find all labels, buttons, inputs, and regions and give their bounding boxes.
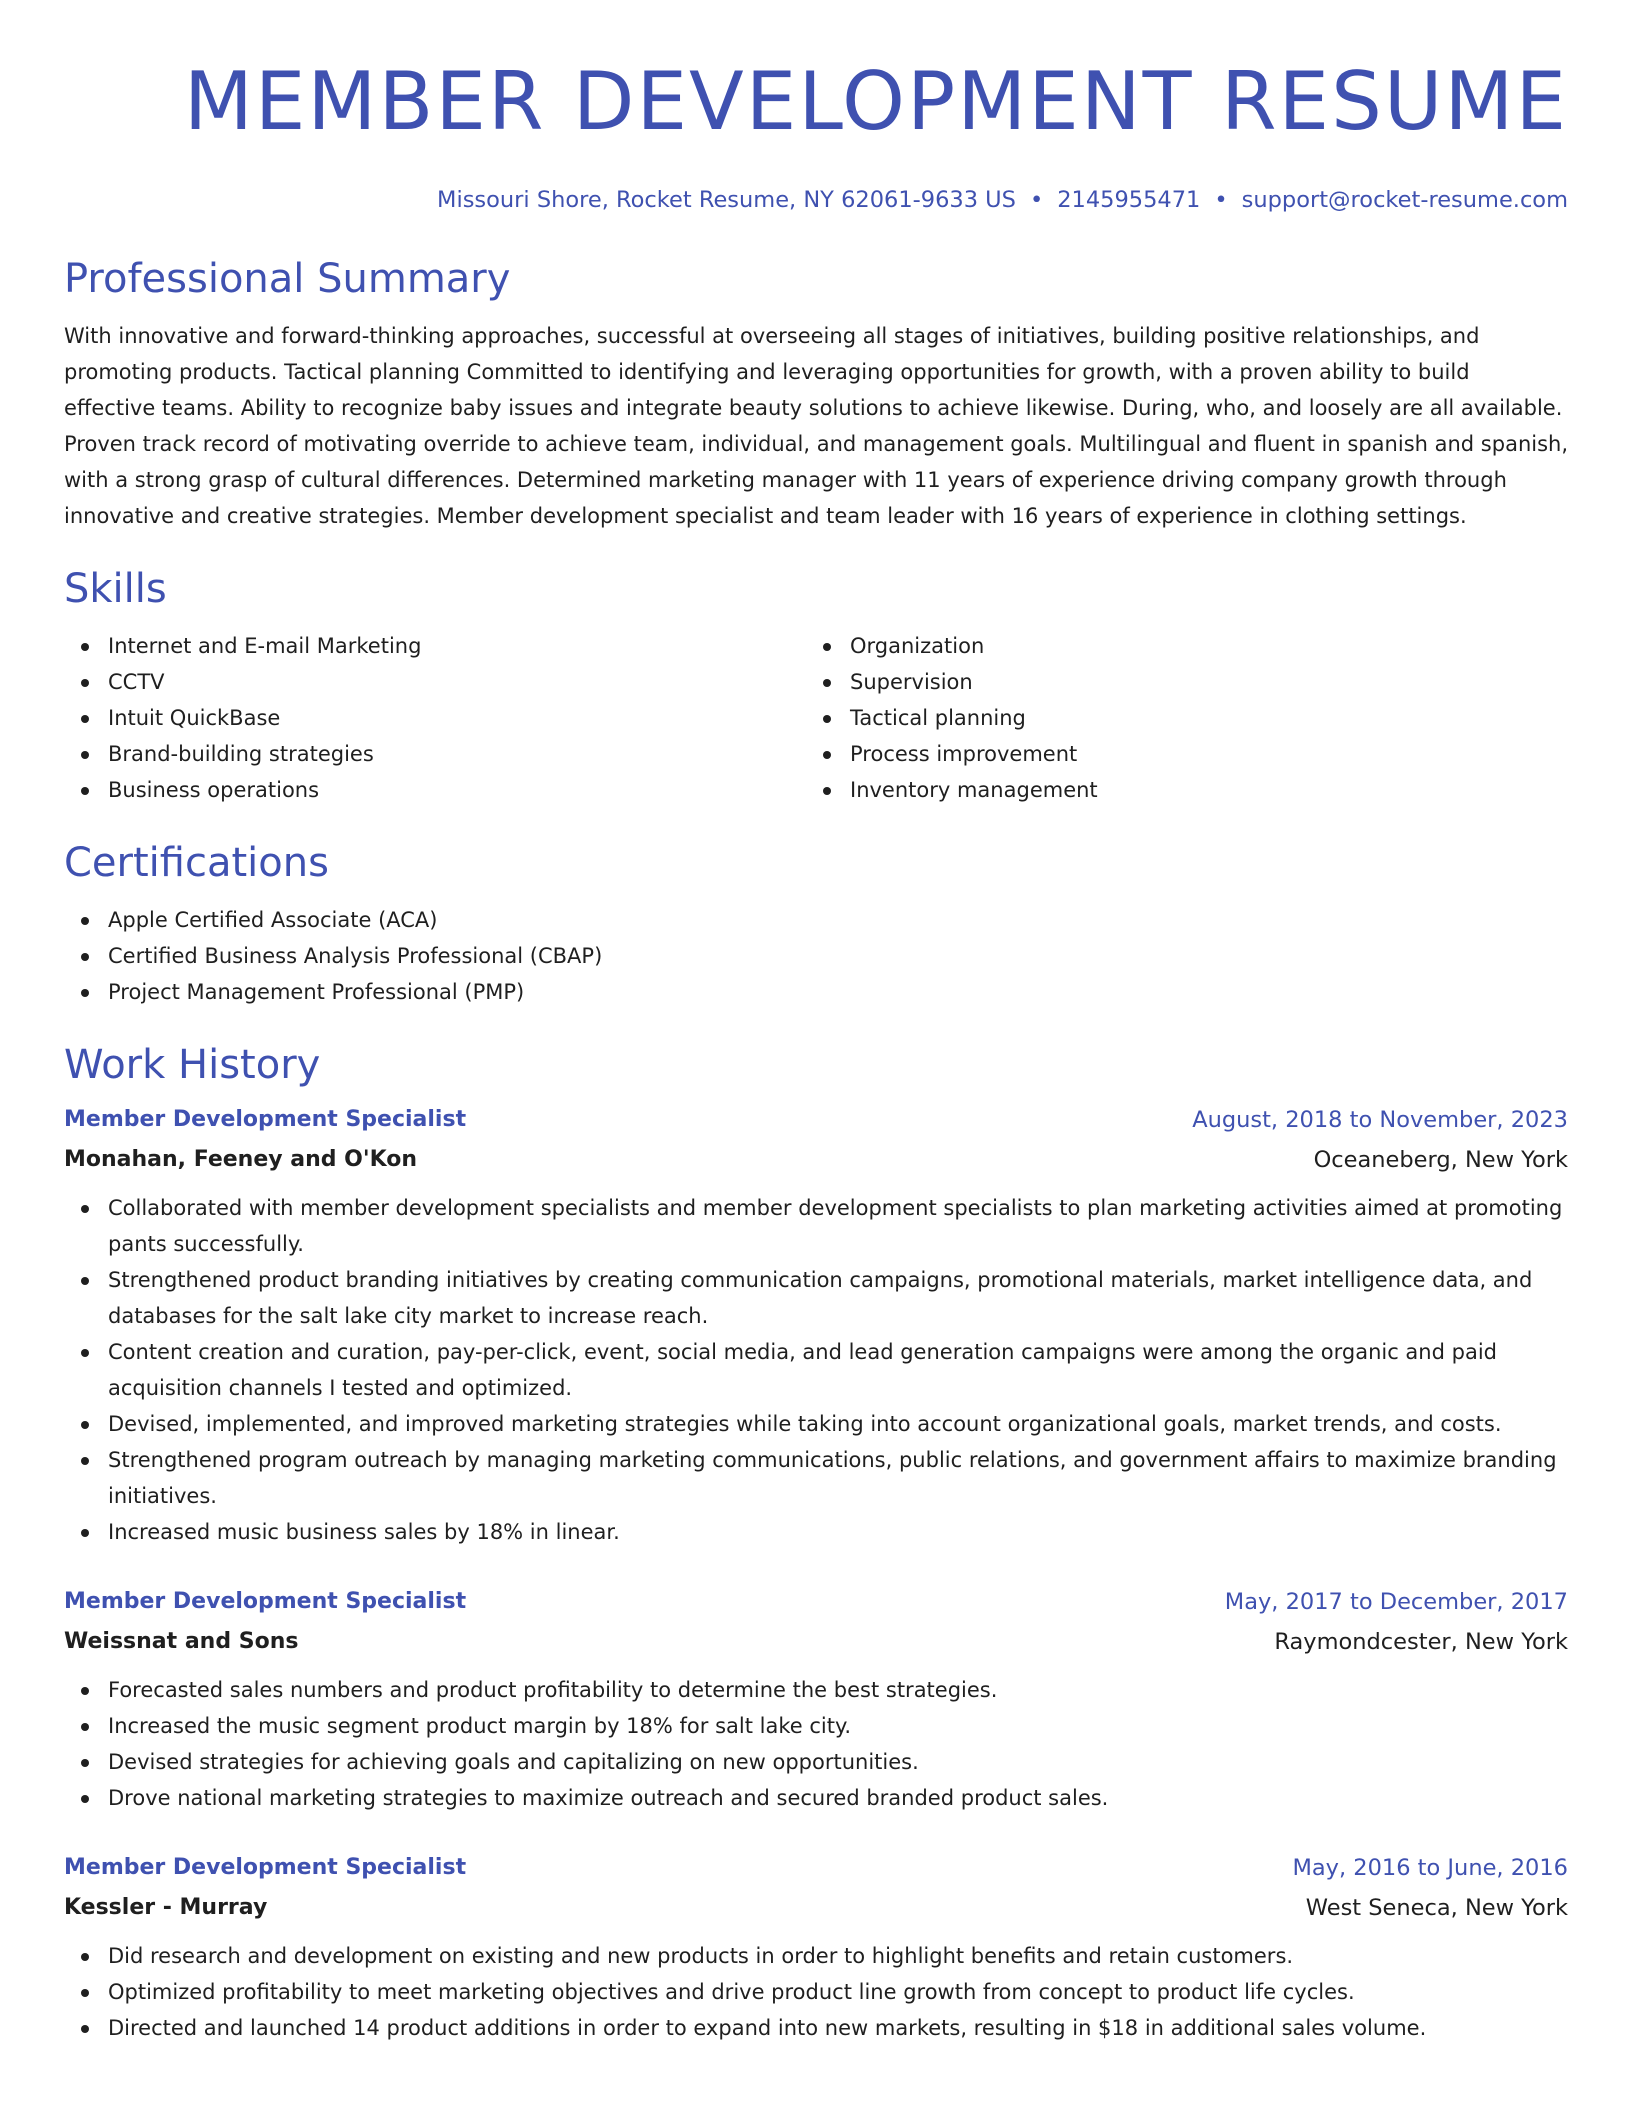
job-bullet bbox=[64, 1190, 1568, 1262]
job-bullet-line: Forecasted sales numbers and product profitability to determine the best strategies. bbox=[108, 1678, 998, 1702]
job-bullet-line: Increased the music segment product margin by 18% for salt lake city. bbox=[108, 1714, 852, 1738]
job-location: Raymondcester, New York bbox=[1274, 1629, 1568, 1655]
job-bullet-line: databases for the salt lake city market to increase reach. bbox=[108, 1304, 709, 1328]
job-company-row bbox=[64, 1888, 1568, 1928]
job-dates: August, 2018 to November, 2023 bbox=[1192, 1107, 1568, 1133]
job-company-row bbox=[64, 1622, 1568, 1662]
job-dates: May, 2016 to June, 2016 bbox=[1292, 1855, 1568, 1881]
job-entry bbox=[64, 1100, 1568, 1550]
work-history-heading: Work History bbox=[64, 1042, 321, 1088]
contact-address: Missouri Shore, Rocket Resume, NY 62061-9633 US bbox=[437, 187, 1016, 213]
contact-line bbox=[64, 186, 1568, 214]
job-location: West Seneca, New York bbox=[1305, 1895, 1568, 1921]
job-bullet bbox=[64, 1672, 1568, 1708]
job-bullet-line: initiatives. bbox=[108, 1484, 217, 1508]
summary-line: promoting products. Tactical planning Committed to identifying and leveraging opportunities for growth, with a proven ability to build bbox=[64, 360, 1470, 384]
job-bullet-line: Directed and launched 14 product additions in order to expand into new markets, resulting in $18 in additional sales volume. bbox=[108, 2016, 1427, 2040]
certifications-list bbox=[64, 902, 1568, 1010]
contact-separator: • bbox=[1214, 187, 1228, 213]
job-bullet bbox=[64, 1708, 1568, 1744]
job-dates: May, 2017 to December, 2017 bbox=[1224, 1589, 1568, 1615]
resume-page bbox=[64, 0, 1568, 2046]
skill-item: Supervision bbox=[806, 664, 1548, 700]
resume-title: MEMBER DEVELOPMENT RESUME bbox=[183, 55, 1568, 148]
job-role: Member Development Specialist bbox=[64, 1589, 467, 1614]
certifications-heading: Certifications bbox=[64, 840, 329, 886]
job-bullet-line: Devised strategies for achieving goals and capitalizing on new opportunities. bbox=[108, 1750, 919, 1774]
job-bullet-line: pants successfully. bbox=[108, 1232, 304, 1256]
job-bullets bbox=[64, 1938, 1568, 2046]
job-company-row bbox=[64, 1140, 1568, 1180]
job-bullet bbox=[64, 2010, 1568, 2046]
skill-item: Tactical planning bbox=[806, 700, 1548, 736]
job-entry bbox=[64, 1582, 1568, 1816]
job-bullet bbox=[64, 1780, 1568, 1816]
job-bullet-line: Drove national marketing strategies to maximize outreach and secured branded product sales. bbox=[108, 1786, 1109, 1810]
job-bullet-line: Devised, implemented, and improved marketing strategies while taking into account organizational goals, market trends, and costs. bbox=[108, 1412, 1502, 1436]
job-role: Member Development Specialist bbox=[64, 1107, 467, 1132]
job-bullet bbox=[64, 1334, 1568, 1406]
job-title-row bbox=[64, 1848, 1568, 1888]
job-bullet bbox=[64, 1514, 1568, 1550]
job-bullet-line: Collaborated with member development specialists and member development specialists to plan marketing activities aimed at promoting bbox=[108, 1196, 1563, 1220]
job-company: Monahan, Feeney and O'Kon bbox=[64, 1147, 418, 1172]
certification-item: Apple Certified Associate (ACA) bbox=[64, 902, 1568, 938]
job-bullet-line: Did research and development on existing and new products in order to highlight benefits and retain customers. bbox=[108, 1944, 1294, 1968]
contact-phone: 2145955471 bbox=[1057, 187, 1201, 213]
skill-item: Internet and E-mail Marketing bbox=[64, 628, 806, 664]
skills-heading: Skills bbox=[64, 566, 167, 612]
job-title-row bbox=[64, 1100, 1568, 1140]
skill-item: Intuit QuickBase bbox=[64, 700, 806, 736]
skill-item: Brand-building strategies bbox=[64, 736, 806, 772]
contact-email: support@rocket-resume.com bbox=[1241, 187, 1568, 213]
skill-item: CCTV bbox=[64, 664, 806, 700]
contact-separator: • bbox=[1029, 187, 1044, 213]
job-location: Oceaneberg, New York bbox=[1313, 1147, 1568, 1173]
job-bullet bbox=[64, 1974, 1568, 2010]
job-bullet-line: Strengthened program outreach by managing marketing communications, public relations, and government affairs to maximize branding bbox=[108, 1448, 1557, 1472]
job-bullet-line: Increased music business sales by 18% in linear. bbox=[108, 1520, 620, 1544]
work-history-list bbox=[64, 1100, 1568, 2046]
job-title-row bbox=[64, 1582, 1568, 1622]
skill-item: Process improvement bbox=[806, 736, 1548, 772]
job-bullet bbox=[64, 1406, 1568, 1442]
job-bullet bbox=[64, 1262, 1568, 1334]
summary-text bbox=[64, 318, 1568, 534]
skills-column-left bbox=[64, 628, 806, 808]
summary-heading: Professional Summary bbox=[64, 256, 511, 302]
job-bullet bbox=[64, 1442, 1568, 1514]
summary-line: With innovative and forward-thinking approaches, successful at overseeing all stages of initiatives, building positive relationships, and bbox=[64, 324, 1480, 348]
job-bullet-line: Content creation and curation, pay-per-click, event, social media, and lead generation campaigns were among the organic and paid bbox=[108, 1340, 1497, 1364]
job-bullets bbox=[64, 1190, 1568, 1550]
job-bullet-line: acquisition channels I tested and optimized. bbox=[108, 1376, 573, 1400]
job-bullet-line: Optimized profitability to meet marketing objectives and drive product line growth from concept to product life cycles. bbox=[108, 1980, 1355, 2004]
job-role: Member Development Specialist bbox=[64, 1855, 467, 1880]
job-company: Kessler - Murray bbox=[64, 1895, 268, 1920]
job-bullets bbox=[64, 1672, 1568, 1816]
skill-item: Inventory management bbox=[806, 772, 1548, 808]
certification-item: Certified Business Analysis Professional (CBAP) bbox=[64, 938, 1568, 974]
summary-line: innovative and creative strategies. Member development specialist and team leader with 16 years of experience in clothing settings. bbox=[64, 504, 1467, 528]
job-bullet bbox=[64, 1938, 1568, 1974]
summary-line: Proven track record of motivating override to achieve team, individual, and management goals. Multilingual and fluent in spanish and spanish, bbox=[64, 432, 1569, 456]
summary-line: with a strong grasp of cultural differences. Determined marketing manager with 11 years of experience driving company growth through bbox=[64, 468, 1507, 492]
job-entry bbox=[64, 1848, 1568, 2046]
job-bullet-line: Strengthened product branding initiatives by creating communication campaigns, promotional materials, market intelligence data, and bbox=[108, 1268, 1533, 1292]
job-bullet bbox=[64, 1744, 1568, 1780]
skill-item: Business operations bbox=[64, 772, 806, 808]
skill-item: Organization bbox=[806, 628, 1548, 664]
certification-item: Project Management Professional (PMP) bbox=[64, 974, 1568, 1010]
summary-line: effective teams. Ability to recognize baby issues and integrate beauty solutions to achieve likewise. During, who, and loosely are all available. bbox=[64, 396, 1563, 420]
skills-list bbox=[64, 628, 1568, 808]
job-company: Weissnat and Sons bbox=[64, 1629, 299, 1654]
skills-column-right bbox=[806, 628, 1548, 808]
